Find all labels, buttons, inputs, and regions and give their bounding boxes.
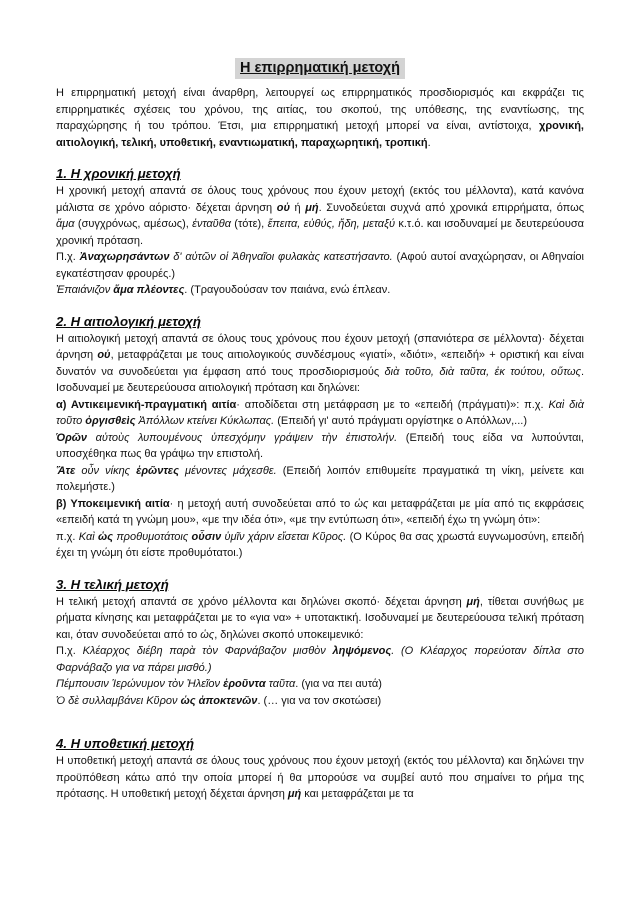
s1-text: ή	[289, 201, 306, 214]
greek-text: μένοντες μάχεσθε.	[178, 464, 277, 477]
s3-text: Η τελική μετοχή απαντά σε χρόνο μέλλοντα και δηλώνει σκοπό· δέχεται άρνηση	[56, 595, 467, 608]
greek-text: Καὶ	[78, 530, 98, 543]
s2-example-3	[56, 463, 584, 496]
s4-mi: μή	[287, 788, 302, 800]
s2-objective-cause	[56, 397, 584, 430]
s2-greek: διὰ τοῦτο, διὰ ταῦτα, ἐκ τούτου, οὕτως	[384, 365, 581, 378]
greek-hos: ὡς	[200, 628, 215, 641]
translation: . (… για να τον σκοτώσει)	[257, 694, 382, 707]
s1-text: . Συνοδεύεται συχνά από χρονικά επιρρήματα, όπως	[318, 201, 585, 214]
greek-text: Ὁ δὲ συλλαμβάνει Κῦρον	[56, 694, 181, 707]
s1-greek: ἔπειτα, εὐθύς, ἤδη, μεταξύ	[267, 218, 396, 230]
s3-text: , τίθεται συνήθως με ρήματα κίνησης και μεταφράζεται με το «για να» + υποτακτική. Ισοδυναμεί με δευτερεύουσα τελική πρόταση και, όταν συνοδεύεται από το	[56, 595, 584, 641]
section-heading-4: 4. Η υποθετική μετοχή	[56, 736, 195, 751]
greek-text: ταῦτα	[265, 678, 296, 690]
greek-text: Καὶ διὰ τοῦτο	[56, 398, 585, 427]
s1-text: κ.τ.ό. και ισοδυναμεί με δευτερεύουσα χρονική πρόταση.	[56, 218, 584, 247]
translation: (Επειδή λοιπόν επιθυμείτε πραγματικά τη νίκη, μείνετε και πολεμήστε.)	[56, 464, 584, 493]
example-prefix: Π.χ.	[56, 645, 83, 657]
intro-end: .	[427, 136, 431, 149]
s2-example-2	[56, 430, 584, 463]
section-heading-2: 2. Η αιτιολογική μετοχή	[56, 313, 201, 329]
intro-types: χρονική, αιτιολογική, τελική, υποθετική, εναντιωματική, παραχωρητική, τροπική	[56, 120, 584, 149]
s1-greek: ἅμα	[56, 218, 75, 230]
s2-text: · αποδίδεται στη μετάφραση με το «επειδή (πράγματι)»: π.χ.	[236, 398, 549, 411]
s2-text: . Ισοδυναμεί με δευτερεύουσα αιτιολογική πρόταση και δηλώνει:	[56, 365, 585, 394]
greek-participle: ὡς	[97, 530, 114, 543]
subheading-subjective: β) Υποκειμενική αιτία	[56, 497, 170, 510]
s3-paragraph	[56, 594, 584, 644]
s2-text: · η μετοχή αυτή συνοδεύεται από το	[169, 497, 355, 510]
translation: (Επειδή τους είδα να λυπούνται, υποσχέθηκα πως θα γράψω την επιστολή.	[56, 431, 584, 460]
translation: (Αφού αυτοί αναχώρησαν, οι Αθηναίοι εγκατέστησαν φρουρές.)	[56, 251, 584, 280]
s2-paragraph	[56, 331, 584, 397]
greek-participle: ἐροῦντα	[223, 678, 266, 690]
greek-participle: ἅμα πλέοντες	[113, 284, 185, 296]
s4-paragraph	[56, 753, 584, 803]
greek-participle: ὀργισθεὶς	[85, 415, 136, 427]
greek-text: οὖν νίκης	[75, 464, 137, 477]
greek-participle: ἐρῶντες	[136, 464, 179, 477]
translation: . (Τραγουδούσαν τον παιάνα, ενώ έπλεαν.	[184, 284, 391, 296]
page-title: Η επιρρηματική μετοχή	[235, 58, 405, 79]
greek-text: Κλέαρχος διέβη παρὰ τὸν Φαρνάβαζον μισθὸν	[82, 645, 333, 657]
s1-text: (τότε),	[230, 218, 268, 230]
s3-text: , δηλώνει σκοπό υποκειμενικό:	[214, 628, 364, 641]
s4-text: Η υποθετική μετοχή απαντά σε όλους τους χρόνους που έχουν μετοχή (εκτός του μέλλοντα) και δηλώνει την προϋπόθεση κάτω από την οποία μπορεί ή θα μπορούσε να συμβεί αυτό που σημαίνει το ρήμα της πρότασης. Η υποθετική μετοχή δέχεται άρνηση	[56, 755, 584, 800]
s3-example-1	[56, 643, 584, 676]
greek-text: Ἐπαιάνιζον	[56, 284, 114, 296]
greek-participle: ληψόμενος	[332, 645, 392, 657]
s2-text: Η αιτιολογική μετοχή απαντά σε όλους τους χρόνους που έχουν μετοχή (σπανιότερα σε μέλλοντα)· δέχεται άρνηση	[56, 332, 584, 361]
s1-ou: οὐ	[276, 201, 290, 214]
section-heading-3: 3. Η τελική μετοχή	[56, 576, 169, 592]
greek-text: ὑμῖν χάριν εἴσεται Κῦρος.	[221, 530, 347, 543]
greek-participle: Ὁρῶν	[56, 431, 88, 444]
translation: . (Ο Κλέαρχος πορεύοταν δίπλα στο Φαρνάβαζο για να πάρει μισθό.)	[56, 645, 584, 674]
intro-text: Η επιρρηματική μετοχή είναι άναρθρη, λειτουργεί ως επιρρηματικός προσδιορισμός και εκφράζει τις επιρρηματικές σχέσεις του χρόνου, της αιτίας, του σκοπού, της υπόθεσης, της εναντίωσης, της παραχώρησης ή του τρόπου. Έτσι, μια επιρρηματική μετοχή μπορεί να είναι, αντίστοιχα,	[56, 87, 584, 132]
s2-text: , μεταφράζεται με τους αιτιολογικούς συνδέσμους «γιατί», «διότι», «επειδή» + οριστική και είναι δυνατόν να συνοδεύεται για έμφαση από τους προσδιορισμούς	[56, 349, 585, 378]
s1-example-2	[56, 282, 584, 299]
greek-text: δ' αὐτῶν οἱ Ἀθηναῖοι φυλακὰς κατεστήσαντο.	[169, 251, 393, 263]
s4-text: και μεταφράζεται με τα	[301, 788, 414, 800]
s1-text: (συγχρόνως, αμέσως),	[74, 218, 193, 230]
section-heading-1: 1. Η χρονική μετοχή	[56, 166, 181, 181]
s3-mi: μή	[466, 595, 480, 608]
greek-text: Πέμπουσιν Ἱερώνυμον τὸν Ἠλεῖον	[56, 678, 224, 690]
subheading-objective: α) Αντικειμενική-πραγματική αιτία	[56, 398, 237, 411]
intro-paragraph	[56, 85, 584, 151]
greek-text: προθυμοτάτοις	[113, 530, 192, 543]
s3-example-2	[56, 676, 584, 693]
greek-participle: ὡς ἀποκτενῶν	[180, 694, 258, 707]
example-prefix: π.χ.	[56, 530, 79, 543]
s3-example-3	[56, 693, 584, 710]
s1-text: Η χρονική μετοχή απαντά σε όλους τους χρόνους που έχουν μετοχή (εκτός του μέλλοντα), κατά κανόνα μάλιστα σε χρόνο αόριστο· δέχεται άρνηση	[56, 185, 584, 214]
s1-mi: μή	[305, 201, 319, 214]
s2-ou: οὐ	[97, 349, 111, 361]
greek-participle: Ἀναχωρησάντων	[79, 251, 170, 263]
greek-participle: οὖσιν	[191, 530, 222, 543]
translation: (Ο Κύρος θα σας χρωστά ευγνωμοσύνη, επειδή έχει τη γνώμη ότι είστε προθυμότατοι.)	[56, 530, 584, 559]
example-prefix: Π.χ.	[56, 251, 80, 263]
s2-subjective-cause	[56, 496, 584, 529]
translation: . (για να πει αυτά)	[295, 678, 382, 690]
s2-example-4	[56, 529, 584, 562]
s1-example-1	[56, 249, 584, 282]
greek-hos: ὡς	[354, 497, 369, 510]
s1-greek: ἐνταῦθα	[192, 218, 231, 230]
greek-text: Ἀπόλλων κτείνει Κύκλωπας.	[135, 415, 275, 427]
s1-paragraph	[56, 183, 584, 249]
s2-text: και μεταφράζεται με μία από τις εκφράσεις «επειδή κατά τη γνώμη μου», «με την ιδέα ότι», «με την εντύπωση ότι», «επειδή έχω τη γνώμη ότι»:	[56, 497, 584, 526]
greek-text: αὐτοὺς λυπουμένους ὑπεσχόμην γράψειν τὴν ἐπιστολήν.	[87, 431, 398, 444]
greek-participle: Ἅτε	[56, 464, 76, 477]
title-wrap	[56, 58, 584, 79]
translation: (Επειδή γι' αυτό πράγματι οργίστηκε ο Απόλλων,...)	[274, 415, 527, 427]
